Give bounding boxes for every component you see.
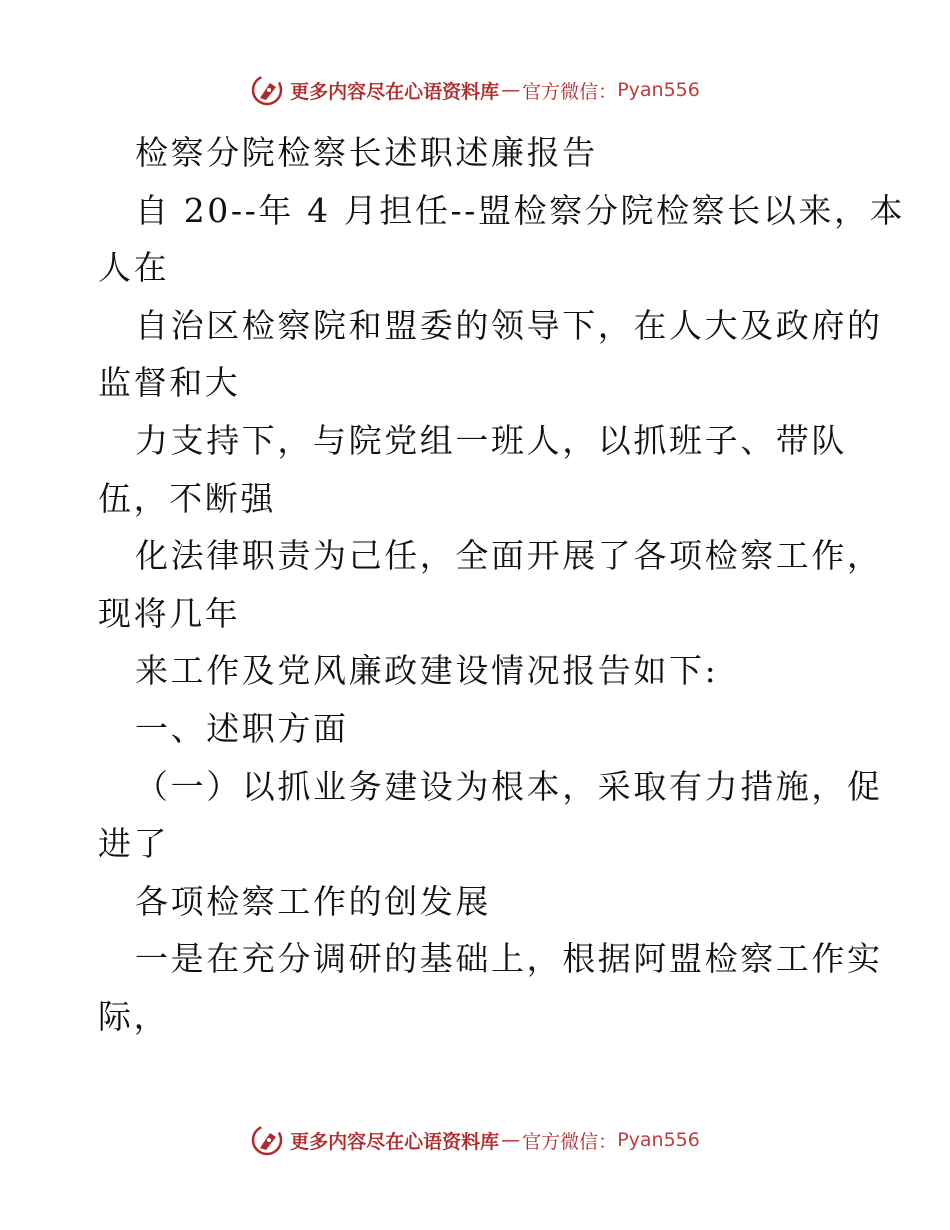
paragraph-line: 自 20--年 4 月担任--盟检察分院检察长以来，本 <box>135 190 906 230</box>
section-heading: 一、述职方面 <box>135 708 349 748</box>
watermark-wechat-id: Pyan556 <box>617 1129 700 1151</box>
watermark-dash: — <box>501 79 521 101</box>
paragraph-line: 监督和大 <box>98 363 241 403</box>
paragraph-line: 各项检察工作的创发展 <box>135 881 491 921</box>
document-title: 检察分院检察长述职述廉报告 <box>135 133 598 172</box>
footer-watermark <box>0 1120 950 1160</box>
paragraph-line: 自治区检察院和盟委的领导下，在人大及政府的 <box>135 305 883 345</box>
header-watermark <box>0 70 950 110</box>
pen-nib-logo-icon <box>250 1123 284 1157</box>
document-body <box>98 124 906 1046</box>
paragraph-line: 人在 <box>98 248 170 288</box>
paragraph-line: 来工作及党风廉政建设情况报告如下: <box>135 651 719 691</box>
paragraph-line: 力支持下，与院党组一班人，以抓班子、带队 <box>135 420 847 460</box>
watermark-dash: — <box>501 1129 521 1151</box>
watermark-site-text: 更多内容尽在心语资料库 <box>290 80 500 103</box>
subsection-heading: （一）以抓业务建设为根本，采取有力措施，促 <box>135 766 883 806</box>
pen-nib-logo-icon <box>250 73 284 107</box>
watermark-official-label: 官方微信： <box>522 1130 618 1153</box>
paragraph-line: 一是在充分调研的基础上，根据阿盟检察工作实 <box>135 939 883 979</box>
paragraph-line: 伍，不断强 <box>98 478 276 518</box>
paragraph-line: 进了 <box>98 824 170 864</box>
paragraph-line: 际， <box>98 996 170 1036</box>
watermark-wechat-id: Pyan556 <box>617 79 700 101</box>
watermark-site-text: 更多内容尽在心语资料库 <box>290 1130 500 1153</box>
paragraph-line: 化法律职责为己任，全面开展了各项检察工作， <box>135 536 883 576</box>
watermark-official-label: 官方微信： <box>522 80 618 103</box>
paragraph-line: 现将几年 <box>98 593 241 633</box>
